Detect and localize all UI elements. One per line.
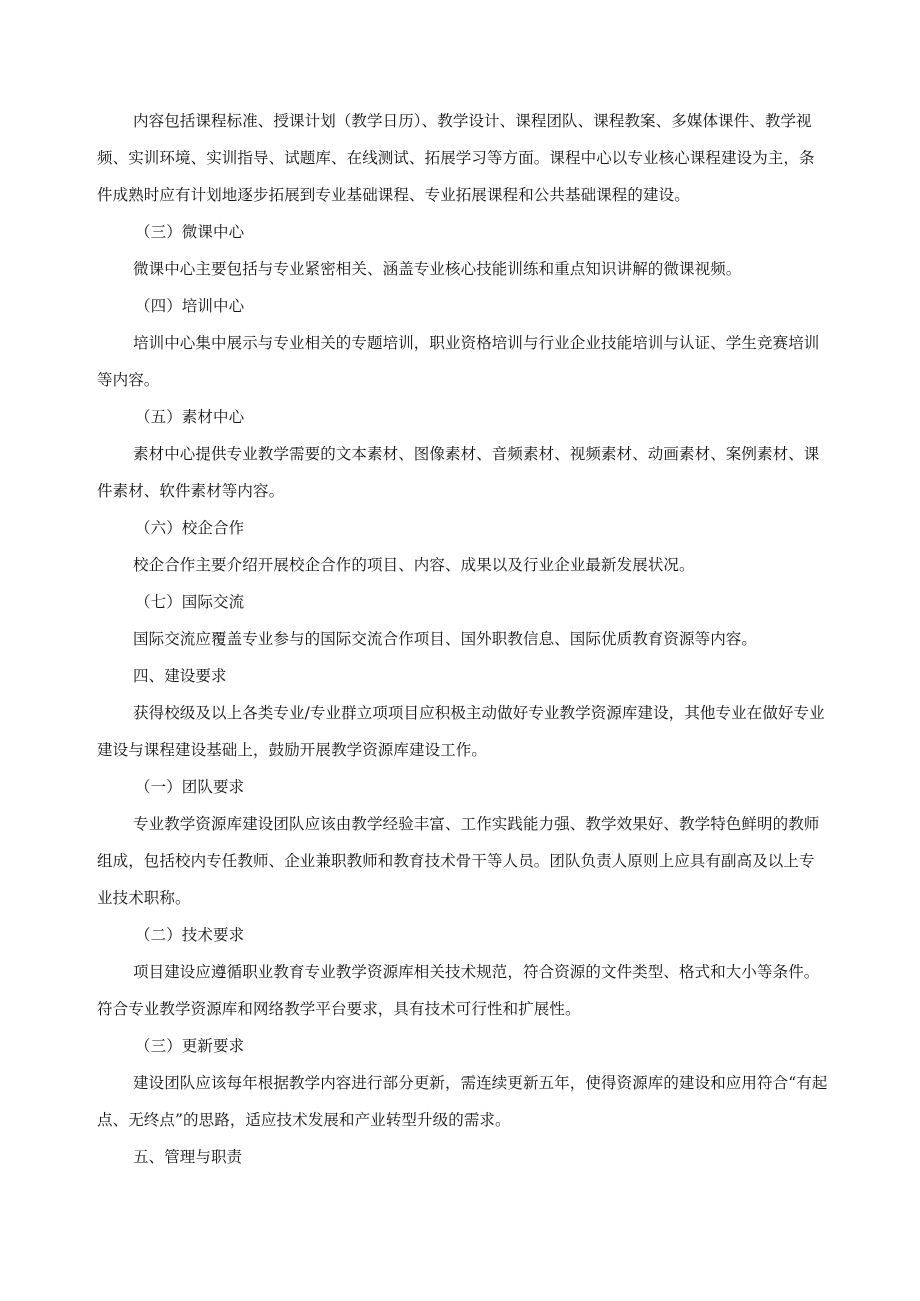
body-paragraph: 微课中心主要包括与专业紧密相关、涵盖专业核心技能训练和重点知识讲解的微课视频。 bbox=[133, 260, 742, 278]
section-heading: （一）团队要求 bbox=[135, 778, 245, 796]
section-heading: （四）培训中心 bbox=[135, 297, 245, 315]
section-heading: （五）素材中心 bbox=[135, 408, 245, 426]
section-heading: （三）微课中心 bbox=[135, 223, 245, 241]
body-paragraph: 项目建设应遵循职业教育专业教学资源库相关技术规范，符合资源的文件类型、格式和大小等条件。符合专业教学资源库和网络教学平台要求，具有技术可行性和扩展性。 bbox=[97, 963, 820, 1018]
body-paragraph: 内容包括课程标准、授课计划（教学日历）、教学设计、课程团队、课程教案、多媒体课件、教学视频、实训环境、实训指导、试题库、在线测试、拓展学习等方面。课程中心以专业核心课程建设为主，条件成熟时应有计划地逐步拓展到专业基础课程、专业拓展课程和公共基础课程的建设。 bbox=[97, 112, 815, 204]
chapter-heading: 四、建设要求 bbox=[133, 667, 227, 685]
body-paragraph: 校企合作主要介绍开展校企合作的项目、内容、成果以及行业企业最新发展状况。 bbox=[133, 556, 695, 574]
body-paragraph: 培训中心集中展示与专业相关的专题培训，职业资格培训与行业企业技能培训与认证、学生竞赛培训等内容。 bbox=[97, 334, 820, 389]
body-paragraph: 获得校级及以上各类专业/专业群立项项目应积极主动做好专业教学资源库建设，其他专业在做好专业建设与课程建设基础上，鼓励开展教学资源库建设工作。 bbox=[97, 704, 825, 759]
section-heading: （六）校企合作 bbox=[135, 519, 245, 537]
section-heading: （二）技术要求 bbox=[135, 926, 245, 944]
body-paragraph: 建设团队应该每年根据教学内容进行部分更新，需连续更新五年，使得资源库的建设和应用符合“有起点、无终点”的思路，适应技术发展和产业转型升级的需求。 bbox=[97, 1074, 828, 1129]
chapter-heading: 五、管理与职责 bbox=[133, 1148, 243, 1166]
body-paragraph: 素材中心提供专业教学需要的文本素材、图像素材、音频素材、视频素材、动画素材、案例素材、课件素材、软件素材等内容。 bbox=[97, 445, 820, 500]
section-heading: （三）更新要求 bbox=[135, 1037, 245, 1055]
body-paragraph: 国际交流应覆盖专业参与的国际交流合作项目、国外职教信息、国际优质教育资源等内容。 bbox=[133, 630, 758, 648]
body-paragraph: 专业教学资源库建设团队应该由教学经验丰富、工作实践能力强、教学效果好、教学特色鲜明的教师组成，包括校内专任教师、企业兼职教师和教育技术骨干等人员。团队负责人原则上应具有副高及以上专业技术职称。 bbox=[97, 815, 820, 907]
section-heading: （七）国际交流 bbox=[135, 593, 245, 611]
